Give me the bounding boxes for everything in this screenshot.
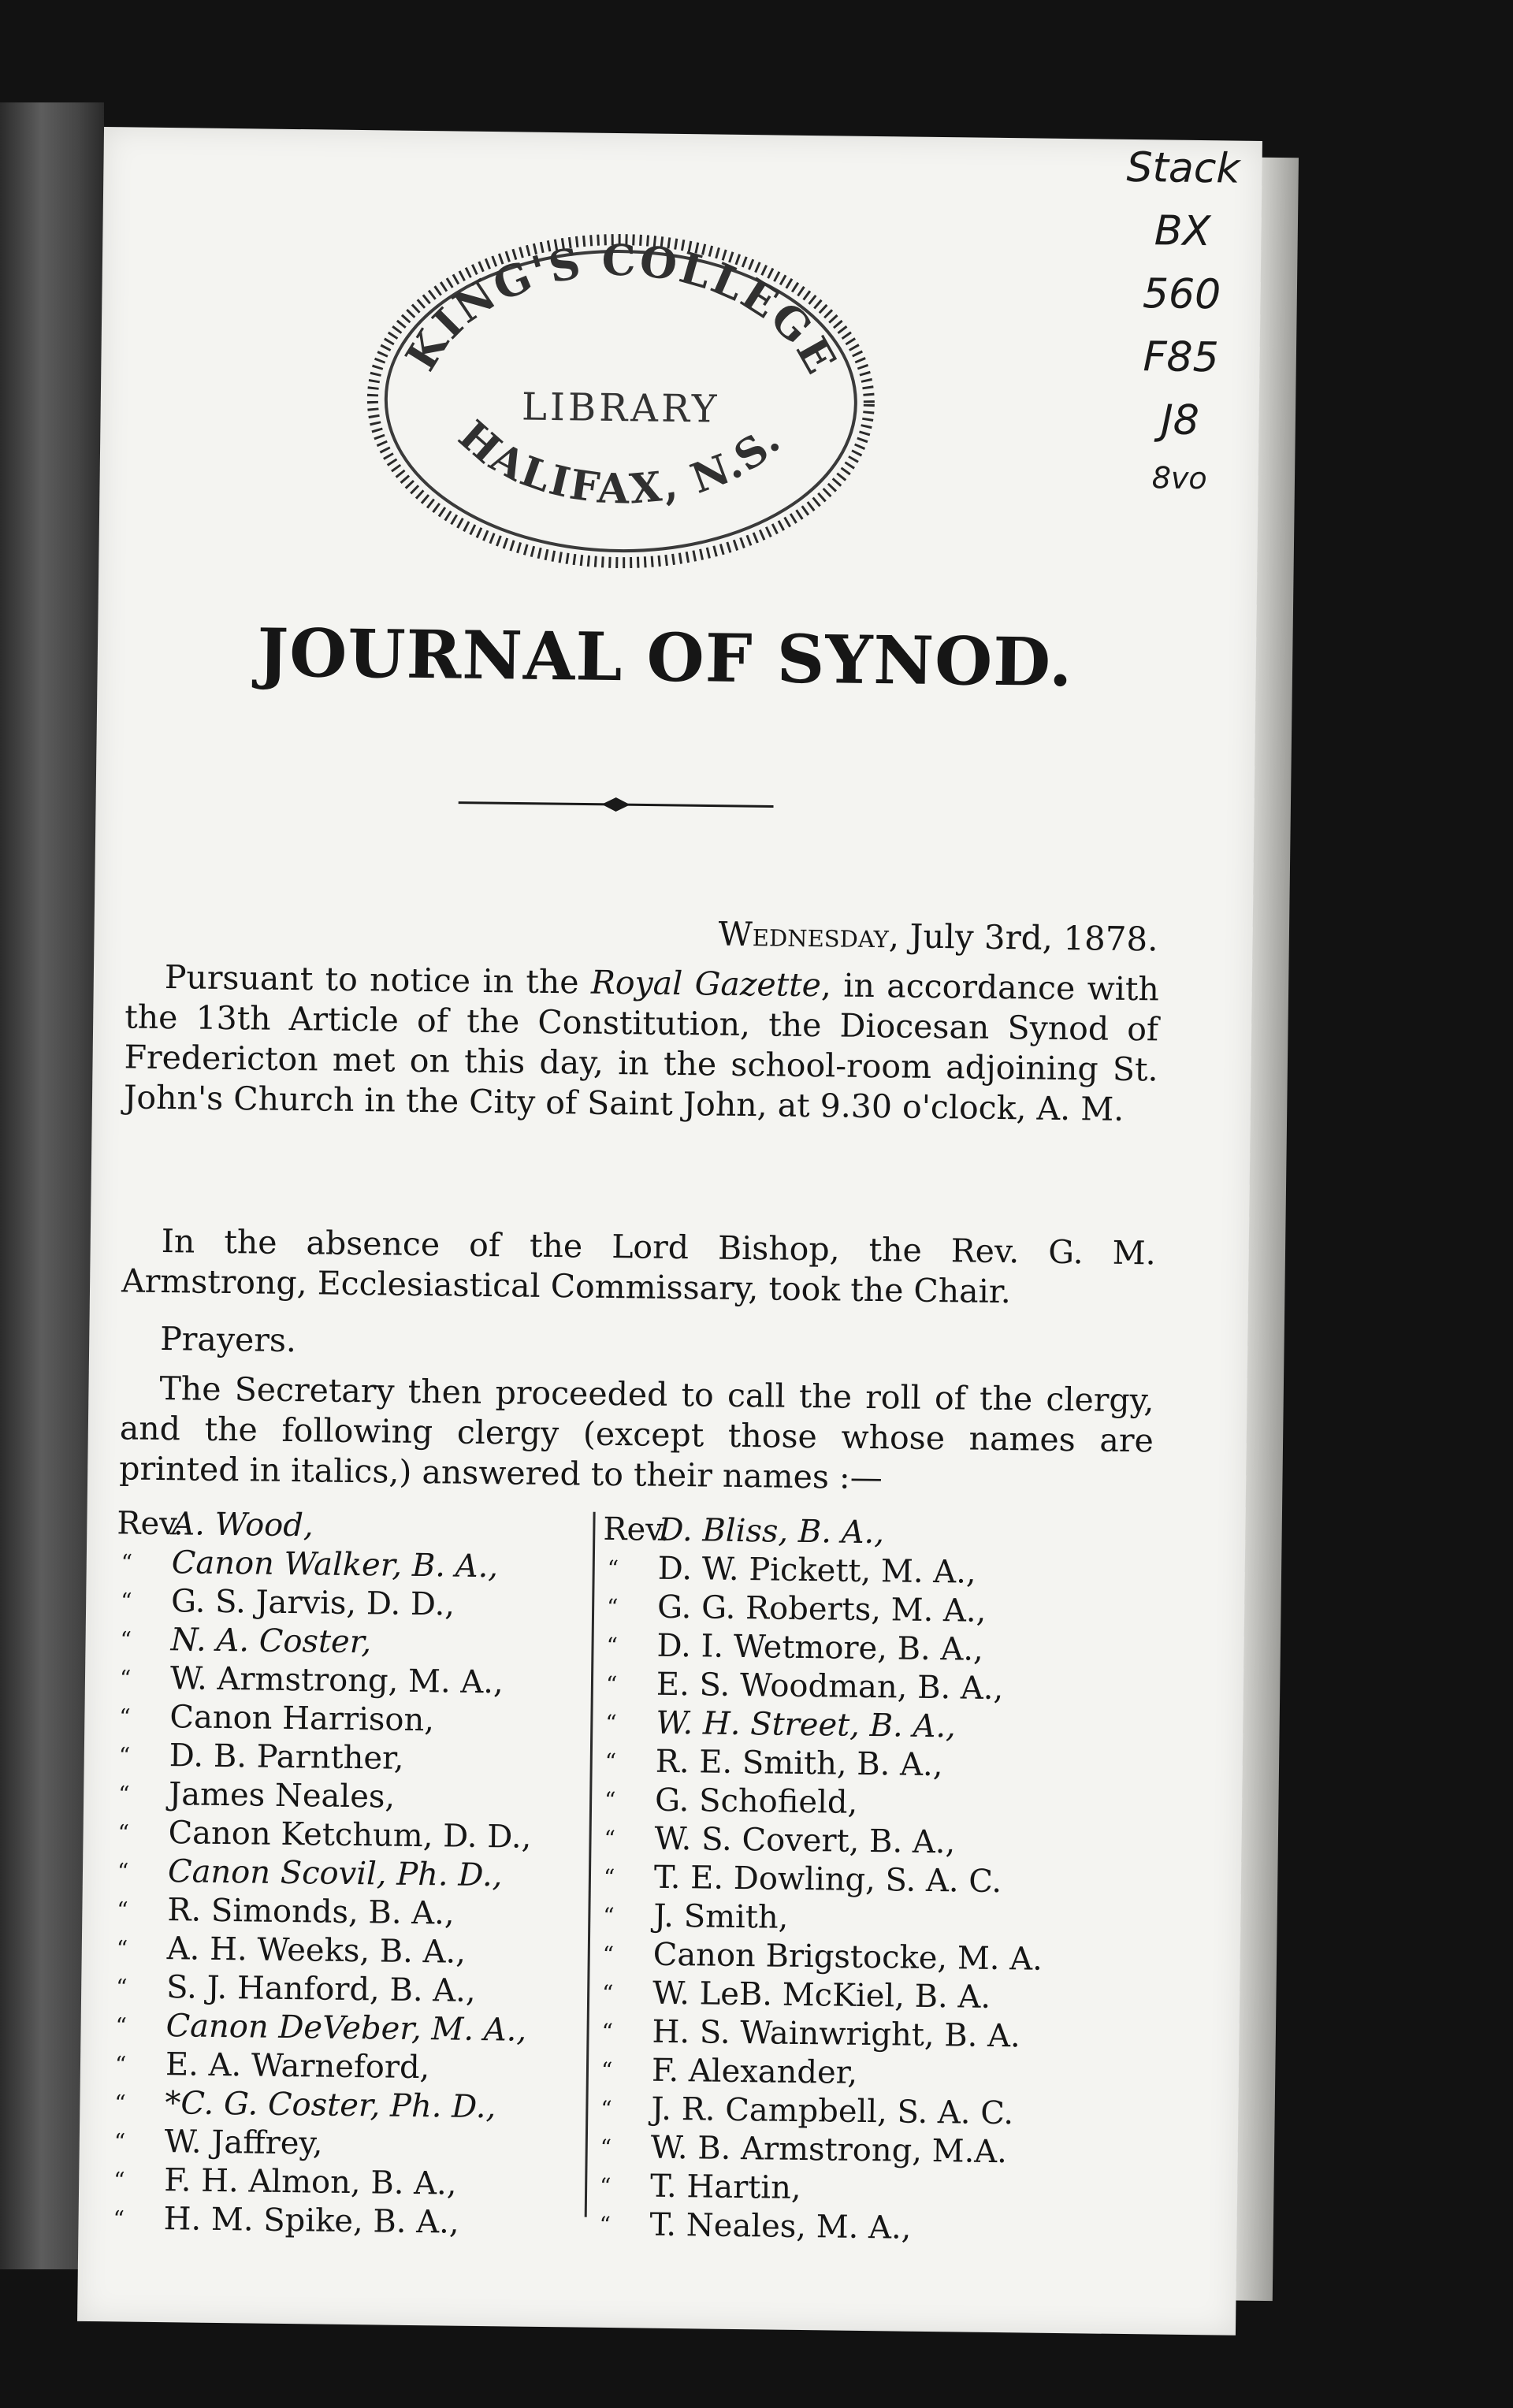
paragraph-prayers [121,1318,1155,1371]
ditto-mark: “ [120,1588,132,1615]
clergy-name: A. Wood, [172,1506,314,1544]
clergy-name: R. E. Smith, B. A., [655,1743,943,1784]
clergy-entry [117,1504,590,1548]
paragraph-roll-call-text: The Secretary then proceeded to call the roll of the clergy, and the following clergy (except those whose names are printed in italics,) answered to their names :— [118,1369,1154,1497]
clergy-entry [113,1852,586,1896]
clergy-name: W. B. Armstrong, M.A. [650,2129,1008,2171]
paragraph-opening-rest: , in accordance with the 13th Article of the Constitution, the Diocesan Synod of Fredericton met on this day, in the school-room adjoining St. John's Church in the City of Saint John, at 9.30 o'clock, A. M. [123,966,1160,1128]
clergy-name: G. G. Roberts, M. A., [656,1589,987,1629]
clergy-name: W. LeB. McKiel, B. A. [652,1975,991,2016]
call-number-line: Stack [1126,143,1240,193]
clergy-entry [113,1774,587,1819]
clergy-list-right [594,1511,1115,2250]
ditto-mark: “ [114,2090,126,2116]
clergy-name: E. A. Warneford, [165,2046,430,2087]
clergy-name: A. H. Weeks, B. A., [166,1930,467,1971]
paragraph-chair-text: In the absence of the Lord Bishop, the Rev. G. M. Armstrong, Ecclesiastical Commissary, took the Chair. [121,1222,1156,1311]
ditto-mark: “ [600,2095,612,2123]
paragraph-chair [121,1221,1156,1314]
clergy-name: G. S. Jarvis, D. D., [170,1583,455,1623]
ditto-mark: “ [599,2172,612,2200]
clergy-name: R. Simonds, B. A., [167,1892,455,1932]
clergy-name: H. S. Wainwright, B. A. [652,2013,1021,2055]
clergy-entry [597,2051,1110,2096]
clergy-entry [603,1511,1116,1555]
stamp-middle-text: LIBRARY [521,385,720,432]
clergy-name: Canon Ketchum, D. D., [168,1815,532,1856]
clergy-entry [600,1781,1113,1826]
ditto-mark: “ [600,2134,612,2161]
clergy-name: T. Neales, M. A., [649,2206,912,2246]
clergy-entry [110,2045,584,2089]
ditto-mark: “ [601,2018,614,2046]
clergy-entry [602,1588,1115,1633]
clergy-name: E. S. Woodman, B. A., [656,1666,1004,1708]
ditto-mark: “ [117,1819,130,1846]
clergy-name: W. S. Covert, B. A., [654,1820,956,1861]
ditto-mark: “ [121,1549,133,1576]
clergy-entry [601,1665,1114,1710]
clergy-name: N. A. Coster, [170,1622,372,1661]
clergy-name: H. M. Spike, B. A., [163,2201,459,2241]
clergy-entry [116,1581,589,1626]
call-number-line: 560 [1142,270,1221,319]
clergy-entry [598,1897,1111,1942]
clergy-entry [109,2161,582,2205]
ditto-mark: “ [119,1665,132,1692]
ditto-mark: “ [113,2167,125,2194]
clergy-entry [599,1819,1112,1864]
call-number-line: J8 [1161,396,1200,445]
ditto-mark: “ [113,2205,125,2232]
ditto-mark: “ [606,1593,619,1621]
clergy-entry [114,1697,588,1741]
ditto-mark: “ [116,1974,128,2001]
clergy-entry [601,1626,1114,1671]
ditto-mark: “ [115,2012,128,2039]
clergy-name: F. H. Almon, B. A., [163,2162,457,2202]
clergy-name: W. H. Street, B. A., [656,1704,957,1745]
call-number-line: BX [1154,207,1211,256]
paragraph-prayers-text: Prayers. [159,1320,297,1360]
svg-text:KING'S COLLEGE [395,232,849,384]
stamp-bottom-text: HALIFAX, N.S. [449,411,791,514]
ditto-mark: “ [605,1670,618,1698]
clergy-name: F. Alexander, [651,2052,858,2091]
clergy-name: *C. G. Coster, Ph. D., [165,2085,496,2126]
clergy-name: Canon Scovil, Ph. D., [167,1853,503,1894]
clergy-entry [595,2128,1108,2173]
clergy-entry [114,1736,588,1780]
rev-label: Rev. [603,1511,670,1548]
paragraph-opening [124,957,1159,1130]
clergy-entry [108,2199,582,2243]
ditto-mark: “ [601,1979,614,2007]
ditto-mark: “ [602,1941,615,1968]
clergy-entry [595,2167,1108,2212]
clergy-name: Canon Walker, B. A., [171,1544,499,1585]
clergy-name: Canon Harrison, [169,1699,435,1739]
handwritten-call-number [1096,143,1266,527]
clergy-entry [113,1813,586,1857]
ditto-mark: “ [603,1902,615,1930]
royal-gazette-title: Royal Gazette [590,963,822,1005]
clergy-entry [597,1974,1110,2019]
ditto-mark: “ [607,1555,619,1582]
ditto-mark: “ [604,1786,616,1814]
ditto-mark: “ [113,2128,126,2155]
ditto-mark: “ [120,1626,132,1653]
clergy-entry [110,2006,584,2050]
clergy-name: T. Hartin, [649,2168,801,2207]
clergy-entry [599,1858,1112,1903]
library-stamp [335,209,907,578]
clergy-entry [597,2012,1110,2057]
clergy-name: D. W. Pickett, M. A., [657,1550,976,1591]
document-title: JOURNAL OF SYNOD. [256,613,1073,702]
clergy-name: W. Jaffrey, [164,2124,323,2162]
clergy-entry [594,2205,1107,2250]
clergy-entry [110,2122,583,2166]
clergy-name: James Neales, [168,1776,396,1815]
ditto-mark: “ [116,1935,128,1962]
clergy-entry [111,1968,585,2012]
call-number-line: 8vo [1151,460,1207,496]
ditto-mark: “ [119,1704,131,1730]
paragraph-roll-call [119,1368,1154,1501]
ditto-mark: “ [606,1632,619,1659]
clergy-name: D. I. Wetmore, B. A., [656,1627,984,1668]
ditto-mark: “ [117,1858,129,1885]
clergy-entry [116,1543,589,1587]
ditto-mark: “ [117,1897,128,1923]
document-page [77,127,1262,2336]
ditto-mark: “ [604,1748,617,1775]
ditto-mark: “ [118,1781,130,1808]
clergy-entry [115,1659,589,1703]
library-stamp-graphic [335,209,907,578]
clergy-name: G. Schofield, [654,1782,858,1821]
clergy-name: S. J. Hanford, B. A., [165,1969,476,2009]
ditto-mark: “ [599,2211,612,2239]
clergy-entry [112,1929,585,1973]
paragraph-opening-start: Pursuant to notice in the [164,958,592,1001]
clergy-name: T. E. Dowling, S. A. C. [653,1859,1002,1901]
dateline-date: , July 3rd, 1878. [888,916,1158,959]
rev-label: Rev. [117,1505,184,1543]
ditto-mark: “ [605,1709,617,1737]
clergy-list-left [108,1504,589,2243]
clergy-entry [602,1549,1115,1594]
clergy-name: J. R. Campbell, S. A. C. [651,2090,1014,2132]
stamp-top-text: KING'S COLLEGE [395,234,848,384]
clergy-entry [110,2083,583,2127]
dateline-day: Wednesday [718,914,890,956]
ditto-mark: “ [603,1864,615,1891]
clergy-entry [597,1935,1110,1980]
title-ornament-rule [458,793,773,816]
ditto-mark: “ [114,2051,127,2078]
clergy-name: Canon DeVeber, M. A., [165,2008,527,2049]
ditto-mark: “ [118,1742,131,1769]
clergy-name: J. Smith, [653,1897,789,1936]
ditto-mark: “ [600,2057,613,2084]
clergy-name: D. B. Parnther, [169,1737,404,1777]
ditto-mark: “ [604,1825,616,1852]
call-number-line: F85 [1143,333,1219,382]
clergy-name: Canon Brigstocke, M. A. [652,1936,1043,1978]
clergy-entry [600,1742,1113,1787]
clergy-entry [112,1890,585,1934]
clergy-name: D. Bliss, B. A., [658,1511,885,1551]
clergy-entry [115,1620,589,1664]
dateline [582,913,1158,959]
clergy-entry [596,2090,1109,2135]
clergy-entry [600,1704,1113,1748]
clergy-name: W. Armstrong, M. A., [169,1660,504,1701]
